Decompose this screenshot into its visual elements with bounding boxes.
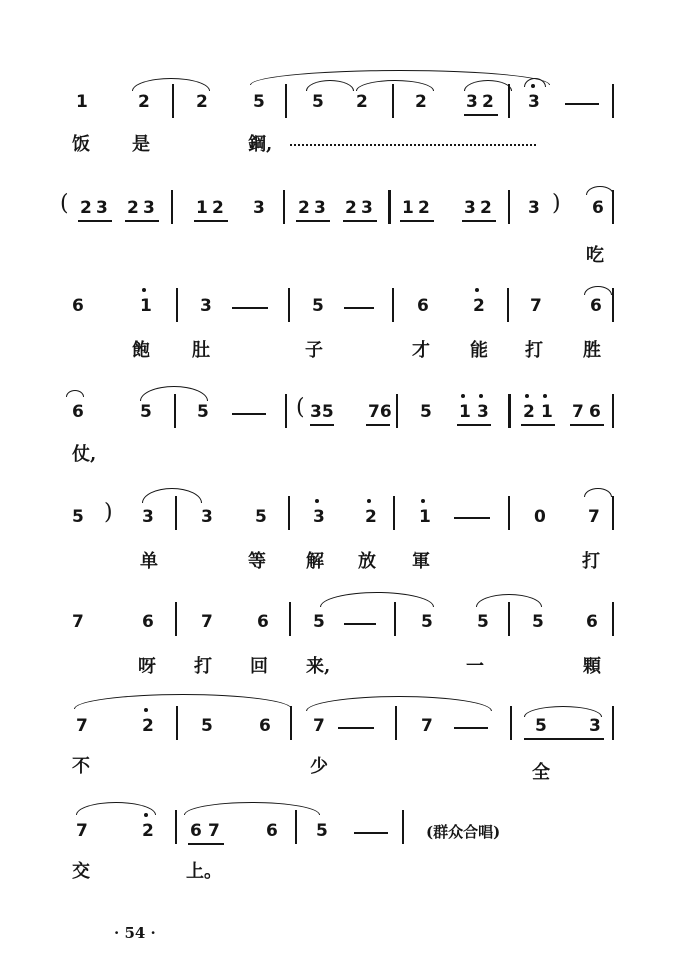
slur (132, 78, 210, 91)
barline (288, 288, 290, 322)
lyric: 吃 (586, 245, 604, 266)
lyric: 等 (248, 551, 266, 572)
lyric: 一 (466, 656, 484, 677)
lyric: 是 (132, 134, 150, 155)
note: 5 (197, 402, 209, 422)
barline (388, 190, 391, 224)
underline-beam (570, 424, 604, 426)
lyric: 呀 (138, 656, 156, 677)
note: 6 (257, 612, 269, 632)
underline-beam (457, 424, 491, 426)
barline (396, 394, 398, 428)
extension-dash (344, 307, 374, 309)
barline (171, 190, 173, 224)
barline (612, 706, 614, 740)
note: 6 (592, 198, 604, 218)
barline (395, 706, 397, 740)
lyric: 仗, (72, 444, 97, 465)
lyric: 上。 (186, 861, 222, 882)
note: 7 (421, 716, 433, 736)
note: 3 (361, 198, 373, 218)
note: 5 (255, 507, 267, 527)
note: 6 (142, 612, 154, 632)
barline (175, 496, 177, 530)
note: 1 (459, 402, 471, 422)
slur (320, 592, 434, 607)
barline (394, 602, 396, 636)
note: 1 (196, 198, 208, 218)
note: 7 (76, 716, 88, 736)
note: 2 (138, 92, 150, 112)
barline (508, 190, 510, 224)
barline (290, 706, 292, 740)
note: 7 (208, 821, 220, 841)
note: 2 (127, 198, 139, 218)
barline (175, 810, 177, 844)
note: 5 (535, 716, 547, 736)
lyric: 才 (412, 340, 430, 361)
underline-beam (521, 424, 555, 426)
high-octave-dot (315, 499, 319, 503)
extension-dash (232, 413, 266, 415)
tie (66, 390, 84, 397)
note: 2 (365, 507, 377, 527)
extension-dash (344, 623, 376, 625)
note: 3 (589, 716, 601, 736)
long-slur (306, 696, 492, 711)
note: 2 (523, 402, 535, 422)
lyric: 子 (305, 340, 323, 361)
note: 5 (312, 296, 324, 316)
lyric: 肚 (192, 340, 210, 361)
lyric: 少 (310, 756, 328, 777)
note: 6 (417, 296, 429, 316)
note: 3 (201, 507, 213, 527)
extension-dash (565, 103, 599, 105)
barline (174, 394, 176, 428)
note: 2 (473, 296, 485, 316)
slur (142, 488, 202, 503)
barline (612, 394, 614, 428)
underline-beam (78, 220, 112, 222)
slur (184, 802, 320, 815)
lyric: 飽 (132, 340, 150, 361)
high-octave-dot (142, 288, 146, 292)
note: 2 (345, 198, 357, 218)
note: 6 (259, 716, 271, 736)
page-number: · 54 · (114, 924, 156, 942)
note: 5 (532, 612, 544, 632)
note: 1 (76, 92, 88, 112)
note: 1 (419, 507, 431, 527)
performance-note: (群众合唱) (426, 823, 501, 841)
underline-beam (188, 843, 224, 845)
note: 6 (266, 821, 278, 841)
barline (176, 288, 178, 322)
tie (586, 186, 614, 195)
barline (612, 496, 614, 530)
note: 6 (590, 296, 602, 316)
lyric: 打 (525, 340, 543, 361)
underline-beam (524, 738, 604, 740)
note: 2 (212, 198, 224, 218)
note: 3 (464, 198, 476, 218)
note: 2 (80, 198, 92, 218)
note: 7 (313, 716, 325, 736)
underline-beam (296, 220, 330, 222)
note: 2 (482, 92, 494, 112)
barline (285, 394, 287, 428)
note: 5 (316, 821, 328, 841)
barline (507, 288, 509, 322)
high-octave-dot (525, 394, 529, 398)
open-paren: ( (296, 395, 305, 420)
note: 2 (196, 92, 208, 112)
note: 5 (477, 612, 489, 632)
lyric: 顆 (583, 656, 601, 677)
lyric: 放 (358, 551, 376, 572)
note: 7 (530, 296, 542, 316)
barline (289, 602, 291, 636)
lyric: 打 (582, 551, 600, 572)
barline (612, 602, 614, 636)
extension-dash (454, 727, 488, 729)
note: 7 (76, 821, 88, 841)
barline (510, 706, 512, 740)
high-octave-dot (479, 394, 483, 398)
note: 3 (528, 198, 540, 218)
underline-beam (343, 220, 377, 222)
extension-dash (338, 727, 374, 729)
note: 7 (572, 402, 584, 422)
lyric: 交 (72, 861, 90, 882)
note: 0 (534, 507, 546, 527)
note: 6 (589, 402, 601, 422)
high-octave-dot (367, 499, 371, 503)
note: 3 (143, 198, 155, 218)
note: 1 (402, 198, 414, 218)
lyric: 能 (470, 340, 488, 361)
barline (612, 288, 614, 322)
extension-dash (232, 307, 268, 309)
note: 3 (528, 92, 540, 112)
note: 3 (142, 507, 154, 527)
high-octave-dot (144, 813, 148, 817)
barline (612, 84, 614, 118)
open-paren: ( (60, 191, 69, 216)
lyric: 鋼, (248, 134, 273, 155)
dotted-leader (290, 144, 536, 146)
note: 6 (190, 821, 202, 841)
underline-beam (400, 220, 434, 222)
extension-dash (354, 832, 388, 834)
high-octave-dot (461, 394, 465, 398)
note: 5 (72, 507, 84, 527)
note: 5 (201, 716, 213, 736)
extension-dash (454, 517, 490, 519)
lyric: 軍 (412, 551, 430, 572)
note: 2 (415, 92, 427, 112)
note: 3 (313, 507, 325, 527)
underline-beam (464, 114, 498, 116)
barline (508, 496, 510, 530)
barline (175, 602, 177, 636)
high-octave-dot (543, 394, 547, 398)
long-slur (74, 694, 292, 709)
underline-beam (125, 220, 159, 222)
barline (288, 496, 290, 530)
note: 2 (142, 716, 154, 736)
barline (612, 190, 614, 224)
close-paren: ) (552, 191, 561, 216)
lyric: 饭 (72, 134, 90, 155)
lyric: 解 (306, 551, 324, 572)
note: 2 (298, 198, 310, 218)
barline (508, 602, 510, 636)
barline (285, 84, 287, 118)
barline (283, 190, 285, 224)
note: 6 (72, 296, 84, 316)
note: 7 (588, 507, 600, 527)
underline-beam (462, 220, 496, 222)
note: 35 (310, 402, 334, 422)
note: 2 (142, 821, 154, 841)
note: 3 (253, 198, 265, 218)
barline (176, 706, 178, 740)
note: 5 (253, 92, 265, 112)
tie (584, 488, 612, 497)
barline (393, 496, 395, 530)
lyric: 来, (306, 656, 331, 677)
underline-beam (366, 424, 390, 426)
barline (295, 810, 297, 844)
note: 7 (201, 612, 213, 632)
note: 5 (140, 402, 152, 422)
lyric: 单 (140, 551, 158, 572)
note: 5 (312, 92, 324, 112)
tie (584, 286, 612, 295)
barline (392, 288, 394, 322)
note: 2 (356, 92, 368, 112)
note: 6 (586, 612, 598, 632)
note: 5 (421, 612, 433, 632)
underline-beam (310, 424, 334, 426)
note: 3 (200, 296, 212, 316)
high-octave-dot (144, 708, 148, 712)
note: 2 (418, 198, 430, 218)
barline (402, 810, 404, 844)
lyric: 全 (532, 762, 550, 783)
note: 76 (368, 402, 392, 422)
note: 3 (477, 402, 489, 422)
lyric: 胜 (583, 340, 601, 361)
lyric: 回 (250, 656, 268, 677)
note: 6 (72, 402, 84, 422)
note: 1 (140, 296, 152, 316)
note: 5 (420, 402, 432, 422)
note: 1 (541, 402, 553, 422)
lyric: 不 (72, 756, 90, 777)
note: 3 (314, 198, 326, 218)
lyric: 打 (194, 656, 212, 677)
close-paren: ) (104, 500, 113, 525)
high-octave-dot (421, 499, 425, 503)
note: 5 (313, 612, 325, 632)
note: 3 (466, 92, 478, 112)
note: 2 (480, 198, 492, 218)
barline (508, 394, 511, 428)
note: 3 (96, 198, 108, 218)
high-octave-dot (475, 288, 479, 292)
underline-beam (194, 220, 228, 222)
note: 7 (72, 612, 84, 632)
